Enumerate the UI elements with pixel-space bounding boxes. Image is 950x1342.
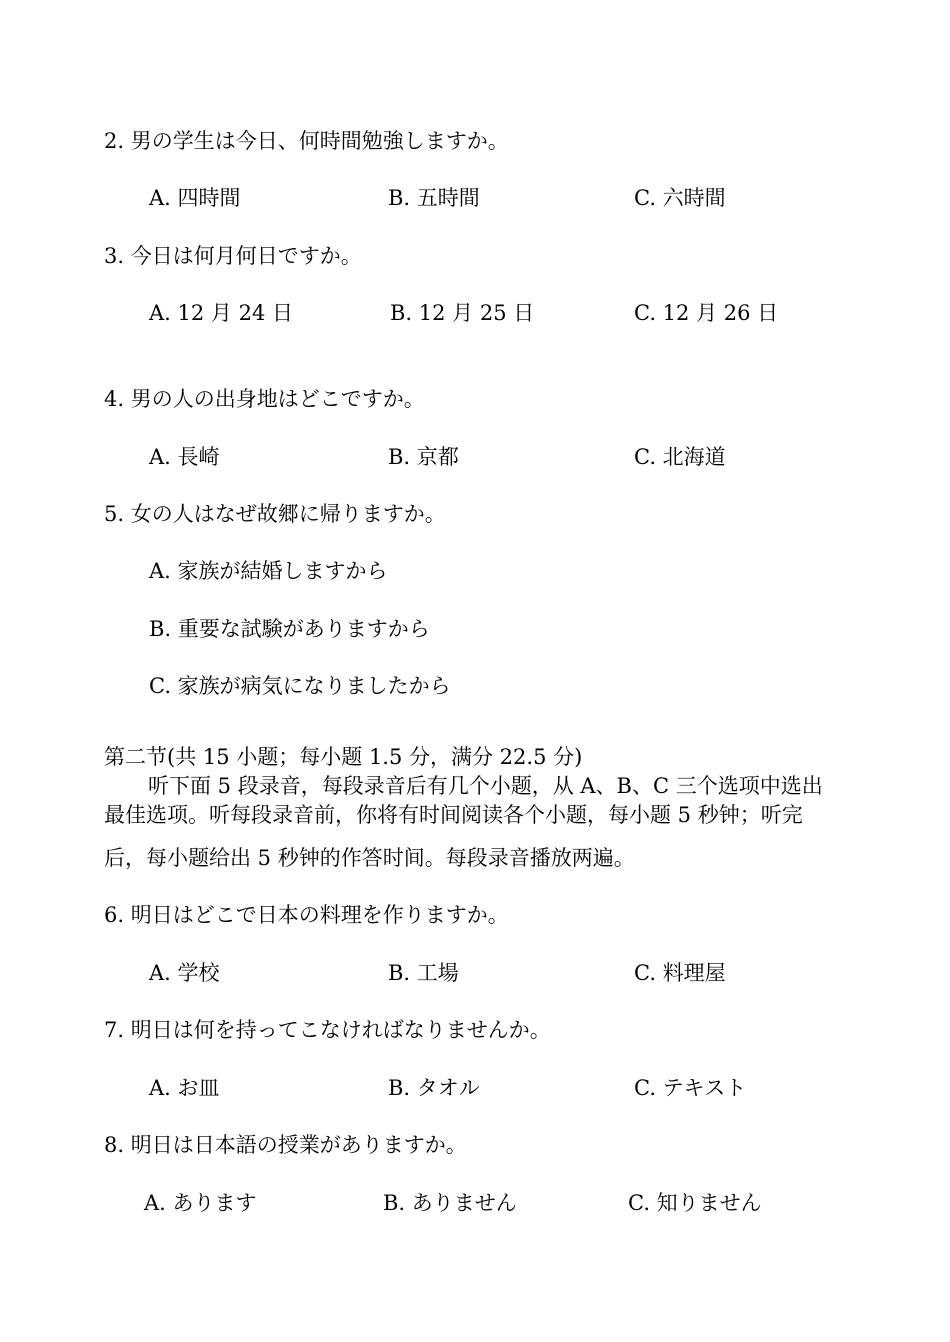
q3-option-c: C. 12 月 26 日 [634, 301, 779, 325]
question-3 [104, 242, 362, 270]
q8-option-c: C. 知りません [628, 1191, 762, 1215]
q7-option-a: A. お皿 [149, 1076, 220, 1100]
question-number: 7. [104, 1018, 125, 1042]
question-number: 3. [104, 244, 125, 268]
question-number: 8. [104, 1133, 125, 1157]
question-text: 男の学生は今日、何時間勉強しますか。 [130, 129, 509, 153]
instructions-line-2: 最佳选项。听每段录音前，你将有时间阅读各个小题，每小题 5 秒钟；听完 [104, 803, 803, 827]
q7-option-c: C. テキスト [634, 1076, 747, 1100]
q5-option-b: B. 重要な試験がありますから [149, 617, 430, 641]
question-number: 6. [104, 903, 125, 927]
question-6 [104, 901, 509, 929]
instructions-line-1: 听下面 5 段录音，每段录音后有几个小题，从 A、B、C 三个选项中选出 [148, 774, 823, 798]
q2-option-a: A. 四時間 [149, 186, 241, 210]
question-7 [104, 1016, 551, 1044]
question-number: 5. [104, 502, 125, 526]
question-text: 明日は日本語の授業がありますか。 [130, 1133, 467, 1157]
q4-option-b: B. 京都 [388, 445, 459, 469]
question-4 [104, 385, 425, 413]
q4-option-c: C. 北海道 [634, 445, 726, 469]
q8-option-a: A. あります [144, 1191, 257, 1215]
q7-option-b: B. タオル [388, 1076, 480, 1100]
instructions-line-3: 后，每小题给出 5 秒钟的作答时间。每段录音播放两遍。 [104, 846, 635, 870]
q6-option-c: C. 料理屋 [634, 961, 726, 985]
q2-option-c: C. 六時間 [634, 186, 726, 210]
q3-option-b: B. 12 月 25 日 [390, 301, 535, 325]
q2-option-b: B. 五時間 [388, 186, 480, 210]
q5-option-a: A. 家族が結婚しますから [149, 559, 388, 583]
question-text: 男の人の出身地はどこですか。 [130, 387, 425, 411]
question-2 [104, 127, 509, 155]
question-8 [104, 1131, 467, 1159]
q8-option-b: B. ありません [383, 1191, 517, 1215]
section-heading: 第二节(共 15 小题；每小题 1.5 分，满分 22.5 分) [104, 745, 583, 769]
question-text: 明日はどこで日本の料理を作りますか。 [130, 903, 509, 927]
question-text: 女の人はなぜ故郷に帰りますか。 [130, 502, 446, 526]
q5-option-c: C. 家族が病気になりましたから [149, 674, 451, 698]
question-number: 2. [104, 129, 125, 153]
question-5 [104, 500, 446, 528]
q6-option-a: A. 学校 [149, 961, 220, 985]
question-text: 明日は何を持ってこなければなりませんか。 [130, 1018, 551, 1042]
question-text: 今日は何月何日ですか。 [130, 244, 362, 268]
q3-option-a: A. 12 月 24 日 [149, 301, 293, 325]
q6-option-b: B. 工場 [388, 961, 459, 985]
q4-option-a: A. 長崎 [149, 445, 220, 469]
question-number: 4. [104, 387, 125, 411]
